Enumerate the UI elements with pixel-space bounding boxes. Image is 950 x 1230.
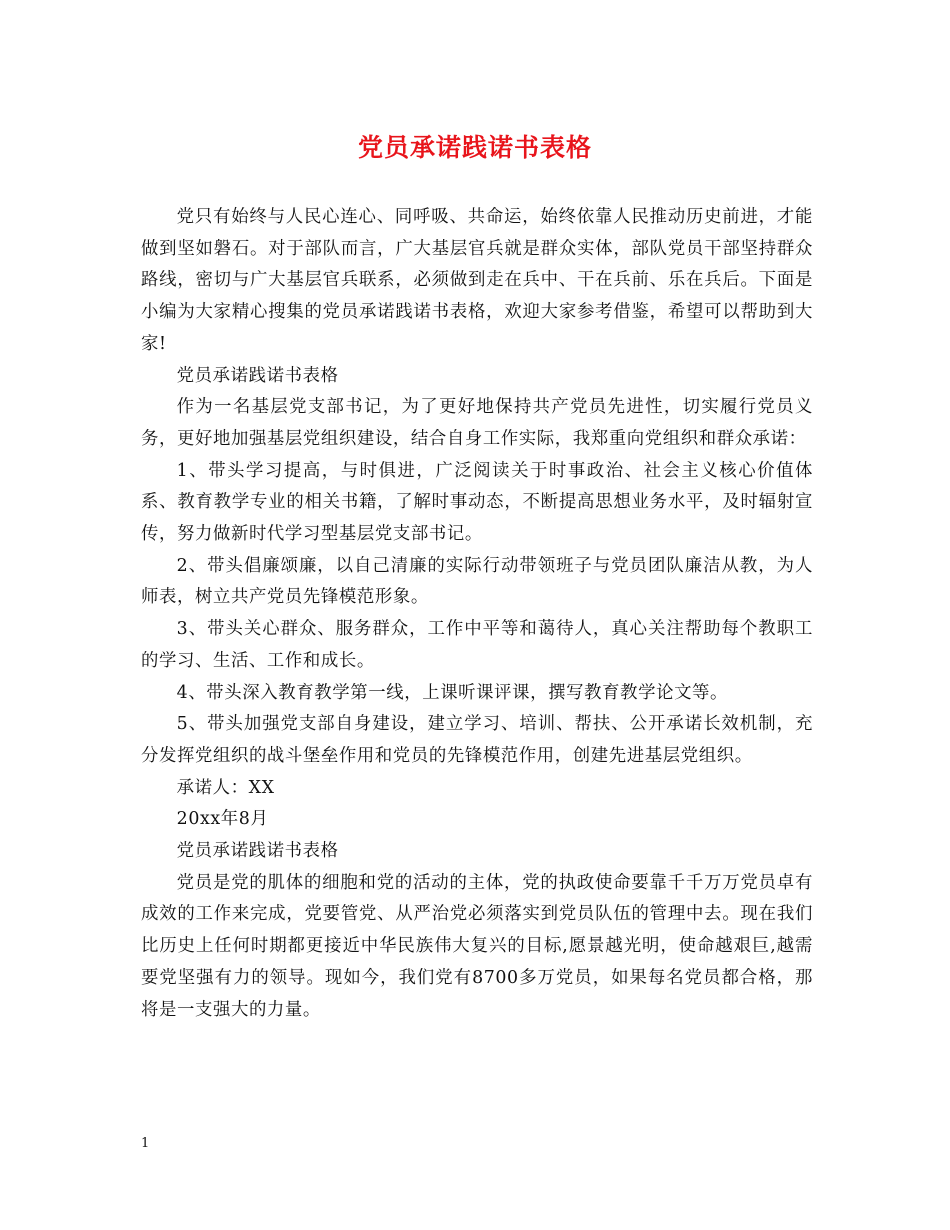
document-title: 党员承诺践诺书表格	[357, 133, 592, 162]
closing-paragraph: 党员是党的肌体的细胞和党的活动的主体，党的执政使命要靠千千万万党员卓有成效的工作来完成，党要管党、从严治党必须落实到党员队伍的管理中去。现在我们比历史上任何时期都更接近中华民族伟大复兴的目标,愿景越光明，使命越艰巨,越需要党坚强有力的领导。现如今，我们党有8700多万党员，如果每名党员都合格，那将是一支强大的力量。	[141, 872, 813, 1020]
commitment-item-5: 5、带头加强党支部自身建设，建立学习、培训、帮扶、公开承诺长效机制，充分发挥党组织的战斗堡垒作用和党员的先锋模范作用，创建先进基层党组织。	[141, 714, 813, 766]
section-heading: 党员承诺践诺书表格	[176, 841, 339, 862]
commitment-item-4: 4、带头深入教育教学第一线，上课听课评课，撰写教育教学论文等。	[176, 682, 729, 703]
commitment-intro-paragraph: 作为一名基层党支部书记，为了更好地保持共产党员先进性，切实履行党员义务，更好地加强基层党组织建设，结合自身工作实际，我郑重向党组织和群众承诺：	[141, 397, 813, 449]
signatory-line: 承诺人：XX	[176, 777, 275, 798]
commitment-item-2: 2、带头倡廉颂廉，以自己清廉的实际行动带领班子与党员团队廉洁从教，为人师表，树立共产党员先锋模范形象。	[141, 555, 813, 608]
section-heading: 党员承诺践诺书表格	[176, 365, 339, 386]
page-number: 1	[141, 1136, 150, 1151]
commitment-item-1: 1、带头学习提高，与时俱进，广泛阅读关于时事政治、社会主义核心价值体系、教育教学专业的相关书籍，了解时事动态，不断提高思想业务水平，及时辐射宣传，努力做新时代学习型基层党支部书记。	[141, 460, 813, 545]
date-line: 20xx年8月	[176, 809, 269, 830]
commitment-item-3: 3、带头关心群众、服务群众，工作中平等和蔼待人，真心关注帮助每个教职工的学习、生活、工作和成长。	[141, 619, 813, 671]
document-body	[141, 202, 813, 1026]
intro-paragraph: 党只有始终与人民心连心、同呼吸、共命运，始终依靠人民推动历史前进，才能做到坚如磐石。对于部队而言，广大基层官兵就是群众实体，部队党员干部坚持群众路线，密切与广大基层官兵联系，必须做到走在兵中、干在兵前、乐在兵后。下面是小编为大家精心搜集的党员承诺践诺书表格，欢迎大家参考借鉴，希望可以帮助到大家!	[141, 207, 813, 354]
